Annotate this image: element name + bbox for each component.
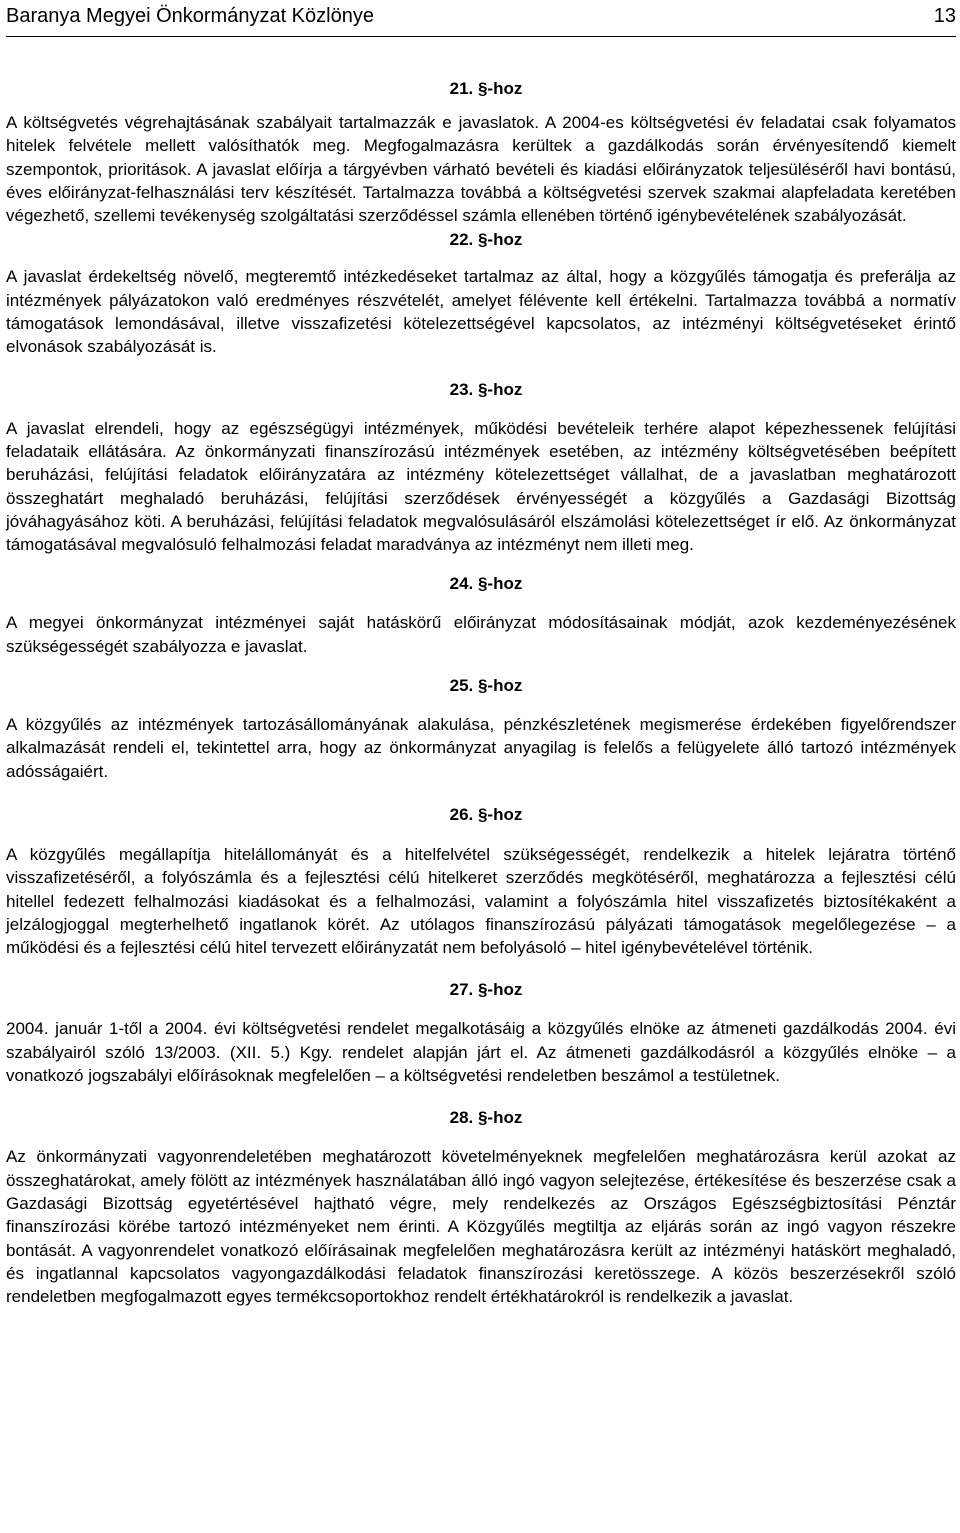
section-heading-25: 25. §-hoz — [449, 676, 523, 696]
section-heading-26: 26. §-hoz — [449, 804, 523, 824]
document-page — [6, 0, 956, 1308]
section-body-21: A költségvetés végrehajtásának szabályait tartalmazzák e javaslatok. A 2004-es költségvetési év feladatai csak folyamatos hitelek felvétele mellett valósíthatók meg. Megfogalmazásra kerültek a gazdálkodás során érvényesítendő kiemelt szempontok, prioritások. A javaslat előírja a tárgyévben várható bevételi és kiadási előirányzatok teljesüléséről havi bontású, éves előirányzat-felhasználási terv készítését. Tartalmazza továbbá a költségvetési szervek szakmai alapfeladata keretében végezhető, szellemi tevékenység szolgáltatási szerződéssel számla ellenében történő igénybevételének szabályozását. — [6, 113, 956, 226]
section-body-22: A javaslat érdekeltség növelő, megteremtő intézkedéseket tartalmaz az által, hogy a közgyűlés támogatja és preferálja az intézmények pályázatokon való eredményes részvételét, amelyet félévente kell értékelni. Tartalmazza továbbá a normatív támogatások lemondásával, illetve visszafizetési kötelezettségével kapcsolatos, az intézményi költségvetéseket érintő elvonások szabályozását is. — [6, 267, 956, 357]
section-body-27: 2004. január 1-től a 2004. évi költségvetési rendelet megalkotásáig a közgyűlés elnöke az átmeneti gazdálkodás 2004. évi szabályairól szóló 13/2003. (XII. 5.) Kgy. rendelet alapján járt el. Az átmeneti gazdálkodásról a közgyűlés elnöke – a vonatkozó jogszabályi előírásoknak megfelelően – a költségvetési rendeletben beszámol a testületnek. — [6, 1019, 956, 1086]
section-heading-22: 22. §-hoz — [449, 230, 523, 250]
section-body-25: A közgyűlés az intézmények tartozásállományának alakulása, pénzkészletének megismerése érdekében figyelőrendszer alkalmazását rendeli el, tekintettel arra, hogy az önkormányzat anyagilag is felelős a felügyelete álló tartozó intézmények adósságaiért. — [6, 715, 956, 781]
section-body-28: Az önkormányzati vagyonrendeletében meghatározott követelményeknek megfelelően meghatározásra kerül azokat az összeghatárokat, amely fölött az intézmények használatában álló ingó vagyon selejtezése, értékesítése és beszerzése csak a Gazdasági Bizottság egyetértésével hajtható végre, mely rendelkezés az Országos Egészségbiztosítási Pénztár finanszírozási körébe tartozó intézményeket nem érinti. A Közgyűlés megtiltja az eljárás során az ingó vagyon részekre bontását. A vagyonrendelet vonatkozó előírásainak megfelelően meghatározásra került az intézményi hatáskört meghaladó, és ingatlannal kapcsolatos vagyongazdálkodási feladatok finanszírozási keretösszege. A közös beszerzésekről szóló rendeletben megfogalmazott egyes termékcsoportokhoz rendelt értékhatárokról is rendelkezik a javaslat. — [6, 1147, 956, 1307]
section-body-26: A közgyűlés megállapítja hitelállományát és a hitelfelvétel szükségességét, rendelkezik a hitelek lejáratra történő visszafizetéséről, a folyószámla és a fejlesztési célú hitelkeret szerződés megkötéséről, meghatározza a fejlesztési célú hitellel fedezett felhalmozási kiadásokat és a felhalmozási, valamint a folyószámla hitel visszafizetés biztosítékaként a jelzálogjoggal megterhelhető ingatlanok körét. Az utólagos finanszírozású pályázati támogatások megelőlegezése – a működési és a fejlesztési célú hitel tervezett előirányzatát nem befolyásoló – hitel igénybevételével történik. — [6, 844, 956, 958]
page-number: 13 — [933, 5, 956, 27]
section-heading-21: 21. §-hoz — [449, 79, 523, 98]
section-body-23: A javaslat elrendeli, hogy az egészségügyi intézmények, működési bevételeik terhére alapot képezhessenek felújítási feladataik ellátására. Az önkormányzati finanszírozású intézmények esetében, az intézmény költségvetésében beépített beruházási, felújítási feladatok előirányzatára az intézmény kötelezettséget vállalhat, de a javaslatban meghatározott összeghatárt meghaladó beruházási, felújítási szerződések érvényességét a közgyűlés a Gazdasági Bizottság jóváhagyásához köti. A beruházási, felújítási feladatok megvalósulásáról elszámolási kötelezettséget ír elő. Az önkormányzat támogatásával megvalósuló felhalmozási feladat maradványa az intézményt nem illeti meg. — [6, 418, 956, 555]
section-body-24: A megyei önkormányzat intézményei saját hatáskörű előirányzat módosításainak módját, azok kezdeményezésének szükségességét szabályozza e javaslat. — [6, 613, 956, 656]
section-heading-24: 24. §-hoz — [449, 574, 523, 594]
section-heading-27: 27. §-hoz — [449, 980, 523, 1000]
section-heading-23: 23. §-hoz — [449, 379, 523, 399]
section-heading-28: 28. §-hoz — [449, 1108, 523, 1128]
publication-title: Baranya Megyei Önkormányzat Közlönye — [6, 5, 374, 27]
running-header — [6, 0, 956, 37]
